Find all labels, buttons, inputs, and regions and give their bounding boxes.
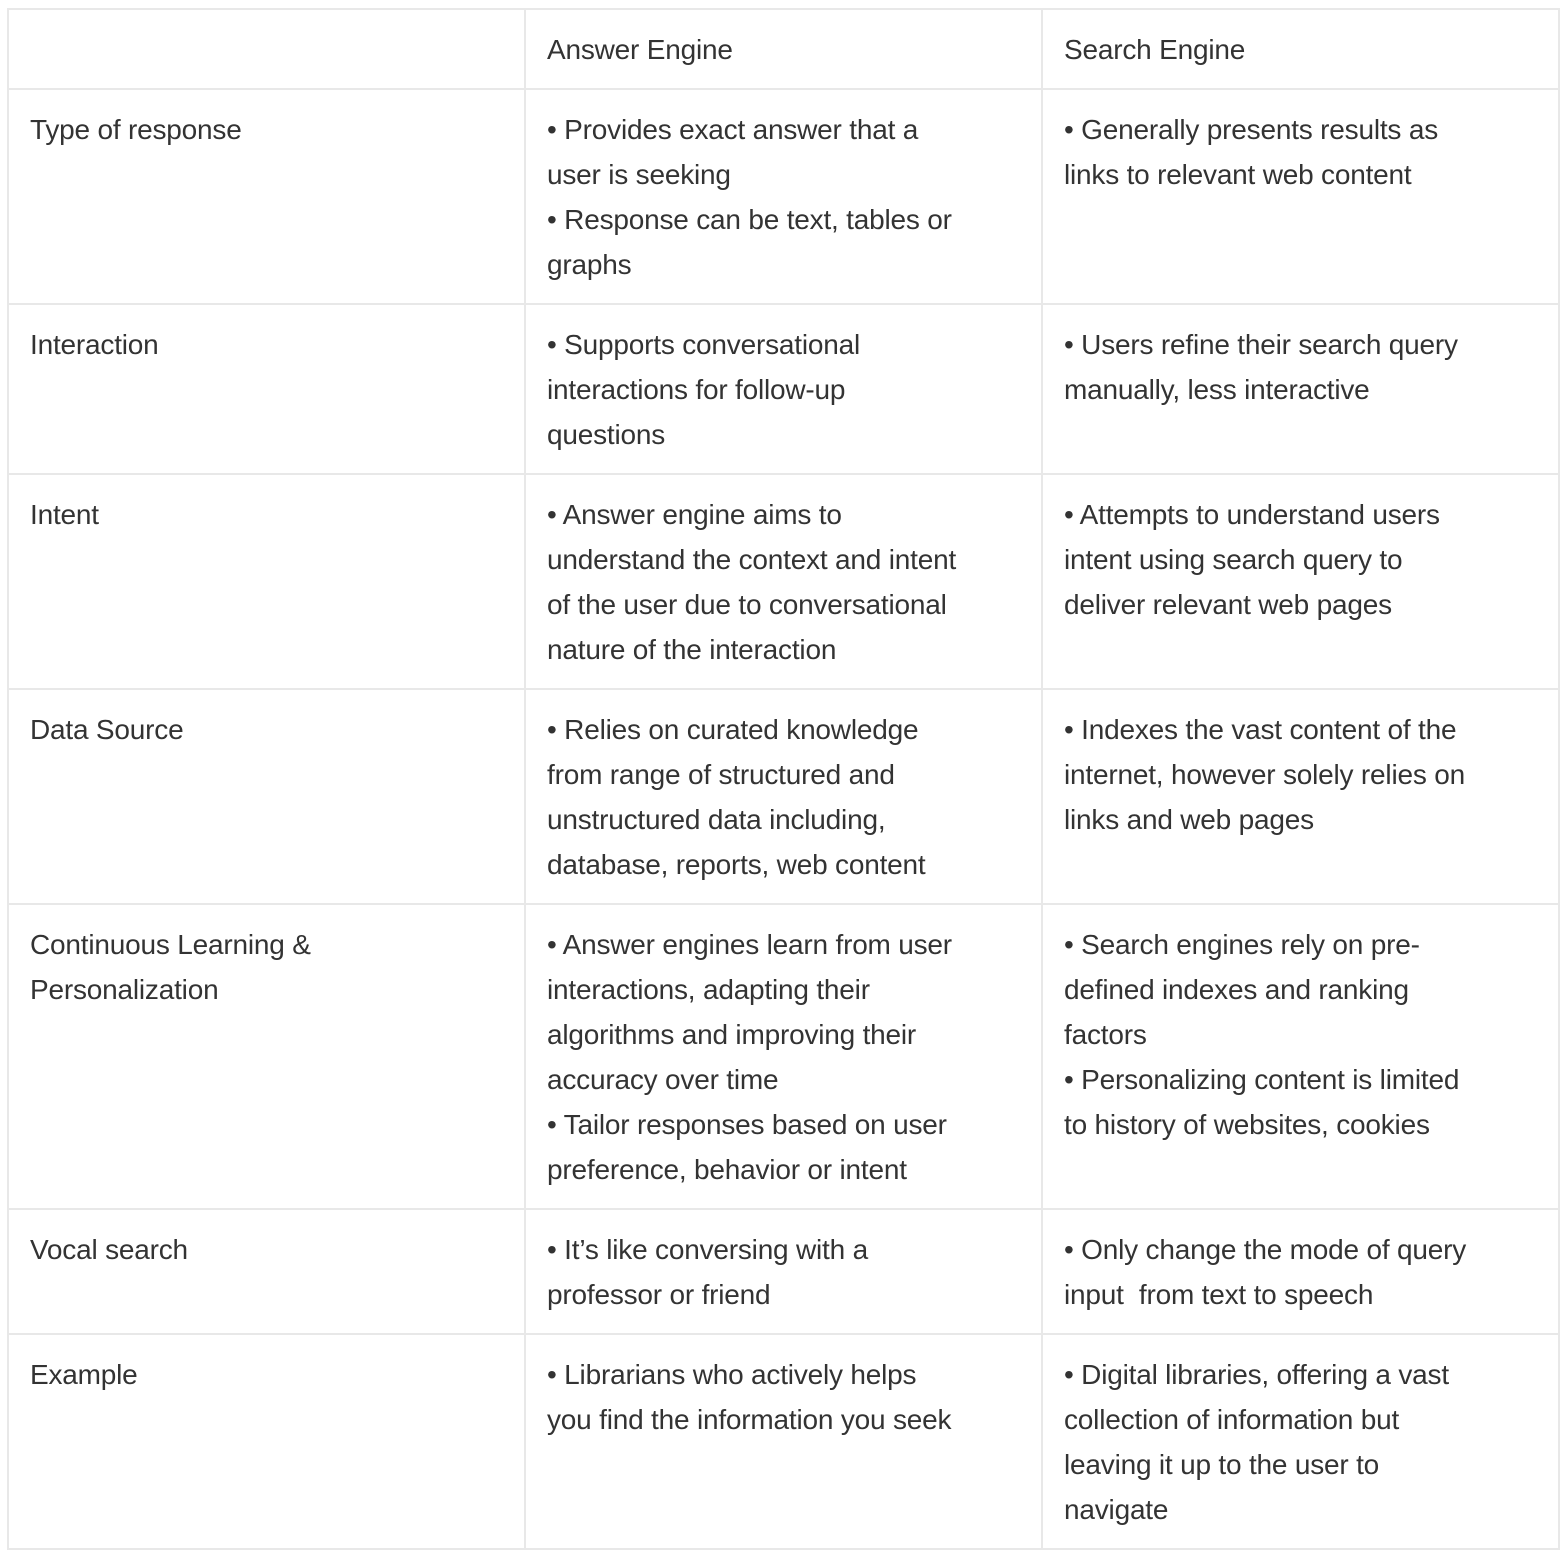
cell-text-line: internet, however solely relies on <box>1064 759 1465 790</box>
cell-text-line: • Response can be text, tables or <box>547 204 952 235</box>
cell-text-line: graphs <box>547 249 632 280</box>
table-row <box>8 904 1559 1209</box>
cell-text-line: database, reports, web content <box>547 849 926 880</box>
cell-text-line: • Attempts to understand users <box>1064 499 1440 530</box>
cell-text-line: links and web pages <box>1064 804 1314 835</box>
cell-text-line: user is seeking <box>547 159 731 190</box>
cell-text-line: interactions, adapting their <box>547 974 870 1005</box>
cell-text-line: intent using search query to <box>1064 544 1403 575</box>
cell-text-line: • Indexes the vast content of the <box>1064 714 1457 745</box>
cell-text-line: nature of the interaction <box>547 634 837 665</box>
column-heading-search-engine: Search Engine <box>1064 34 1246 65</box>
answer-engine-cell <box>525 304 1042 474</box>
cell-text-line: algorithms and improving their <box>547 1019 917 1050</box>
cell-text-line: deliver relevant web pages <box>1064 589 1392 620</box>
search-engine-cell <box>1042 474 1559 689</box>
row-label-cell <box>8 474 525 689</box>
cell-text-line: leaving it up to the user to <box>1064 1449 1380 1480</box>
cell-text-line: to history of websites, cookies <box>1064 1109 1430 1140</box>
table-row <box>8 474 1559 689</box>
header-cell-answer-engine <box>525 9 1042 89</box>
answer-engine-cell <box>525 1334 1042 1549</box>
cell-text-line: factors <box>1064 1019 1147 1050</box>
cell-text-line: unstructured data including, <box>547 804 886 835</box>
search-engine-cell <box>1042 1209 1559 1334</box>
cell-text-line: • Answer engine aims to <box>547 499 842 530</box>
cell-text-line: defined indexes and ranking <box>1064 974 1409 1005</box>
cell-text-line: interactions for follow-up <box>547 374 846 405</box>
cell-text-line: • Search engines rely on pre- <box>1064 929 1420 960</box>
cell-text-line: professor or friend <box>547 1279 771 1310</box>
row-label-cell <box>8 904 525 1209</box>
search-engine-cell <box>1042 304 1559 474</box>
cell-text-line: • Users refine their search query <box>1064 329 1458 360</box>
cell-text-line: Intent <box>30 499 99 530</box>
comparison-table <box>7 8 1560 1550</box>
table-row <box>8 89 1559 304</box>
search-engine-cell <box>1042 904 1559 1209</box>
cell-text-line: manually, less interactive <box>1064 374 1370 405</box>
answer-engine-cell <box>525 904 1042 1209</box>
table-row <box>8 689 1559 904</box>
cell-text-line: from range of structured and <box>547 759 895 790</box>
cell-text-line: questions <box>547 419 666 450</box>
header-cell-empty <box>8 9 525 89</box>
header-cell-search-engine <box>1042 9 1559 89</box>
search-engine-cell <box>1042 689 1559 904</box>
cell-text-line: understand the context and intent <box>547 544 957 575</box>
row-label-cell <box>8 1334 525 1549</box>
answer-engine-cell <box>525 689 1042 904</box>
answer-engine-cell <box>525 474 1042 689</box>
cell-text-line: • Digital libraries, offering a vast <box>1064 1359 1449 1390</box>
cell-text-line: • Generally presents results as <box>1064 114 1438 145</box>
cell-text-line: • Supports conversational <box>547 329 860 360</box>
cell-text-line: Interaction <box>30 329 159 360</box>
comparison-table-body <box>8 9 1559 1549</box>
cell-text-line: preference, behavior or intent <box>547 1154 907 1185</box>
search-engine-cell <box>1042 1334 1559 1549</box>
row-label-cell <box>8 1209 525 1334</box>
cell-text-line: of the user due to conversational <box>547 589 947 620</box>
cell-text-line: collection of information but <box>1064 1404 1400 1435</box>
table-row <box>8 1334 1559 1549</box>
cell-text-line: • Librarians who actively helps <box>547 1359 917 1390</box>
cell-text-line: Type of response <box>30 114 242 145</box>
cell-text-line: • Personalizing content is limited <box>1064 1064 1460 1095</box>
table-row <box>8 304 1559 474</box>
cell-text-line: Continuous Learning & <box>30 929 311 960</box>
cell-text-line: • Only change the mode of query <box>1064 1234 1467 1265</box>
cell-text-line: you find the information you seek <box>547 1404 952 1435</box>
header-row <box>8 9 1559 89</box>
cell-text-line: links to relevant web content <box>1064 159 1412 190</box>
search-engine-cell <box>1042 89 1559 304</box>
cell-text-line: navigate <box>1064 1494 1169 1525</box>
cell-text-line: • Provides exact answer that a <box>547 114 919 145</box>
cell-text-line: accuracy over time <box>547 1064 779 1095</box>
cell-text-line: • It’s like conversing with a <box>547 1234 868 1265</box>
cell-text-line: Example <box>30 1359 138 1390</box>
cell-text-line: • Answer engines learn from user <box>547 929 952 960</box>
cell-text-line: • Tailor responses based on user <box>547 1109 947 1140</box>
cell-text-line: Vocal search <box>30 1234 188 1265</box>
header-row-label <box>30 27 504 72</box>
answer-engine-cell <box>525 1209 1042 1334</box>
row-label-cell <box>8 304 525 474</box>
row-label-cell <box>8 89 525 304</box>
cell-text-line: Personalization <box>30 974 219 1005</box>
answer-engine-cell <box>525 89 1042 304</box>
cell-text-line: Data Source <box>30 714 184 745</box>
row-label-cell <box>8 689 525 904</box>
table-row <box>8 1209 1559 1334</box>
column-heading-answer-engine: Answer Engine <box>547 34 733 65</box>
cell-text-line: input from text to speech <box>1064 1279 1374 1310</box>
cell-text-line: • Relies on curated knowledge <box>547 714 919 745</box>
